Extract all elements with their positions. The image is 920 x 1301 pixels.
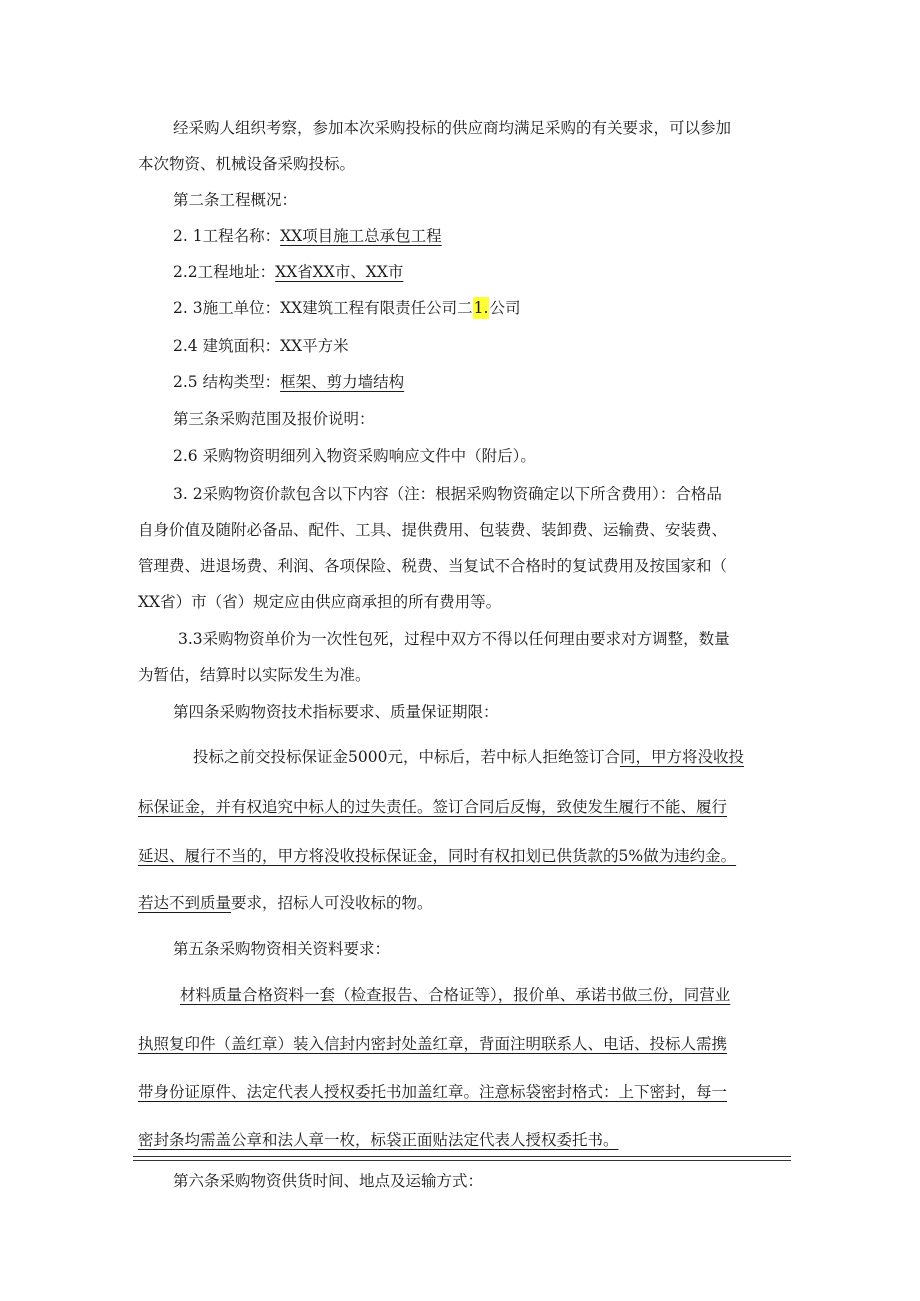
item-text: 公司: [489, 299, 521, 317]
list-item: [173, 226, 442, 246]
paragraph-line: 密封条均需盖公章和法人章一枚，标袋正面贴法定代表人授权委托书。: [138, 1131, 619, 1149]
item-value: 框架、剪力墙结构: [280, 373, 405, 391]
paragraph-line: 材料质量合格资料一套（检查报告、合格证等），报价单、承诺书做三份，同营业: [180, 986, 731, 1004]
paragraph-line: [193, 747, 744, 767]
paragraph-line: 延迟、履行不当的，甲方将没收投标保证金，同时有权扣划已供货款的5%做为违约金。: [138, 847, 737, 865]
paragraph-line: 经采购人组织考察，参加本次采购投标的供应商均满足采购的有关要求，可以参加: [173, 119, 732, 137]
list-item: [173, 262, 403, 282]
divider-line: [133, 1160, 791, 1161]
paragraph-line: 本次物资、机械设备采购投标。: [138, 155, 356, 173]
divider-line: [133, 1156, 791, 1157]
item-label: 2.5 结构类型：: [173, 373, 281, 391]
line-text: 投标之前交投标保证金5000元，中标后，若中标人拒绝签订合: [193, 748, 620, 766]
article-heading: 第二条工程概况：: [173, 191, 298, 209]
list-item: [173, 298, 520, 318]
article-heading: 第四条采购物资技术指标要求、质量保证期限：: [173, 703, 499, 721]
paragraph-line: 为暂估，结算时以实际发生为准。: [138, 666, 371, 684]
paragraph-line: 执照复印件（盖红章）装入信封内密封处盖红章，背面注明联系人、电话、投标人需携: [138, 1035, 728, 1053]
list-item: 2.4 建筑面积：XX平方米: [173, 337, 349, 355]
article-heading: 第三条采购范围及报价说明：: [173, 410, 375, 428]
item-text: 2. 3施工单位：XX建筑工程有限责任公司二: [173, 299, 473, 317]
list-item: 2.6 采购物资明细列入物资采购响应文件中（附后）。: [173, 447, 536, 465]
line-text: 要求，招标人可没收标的物。: [231, 894, 433, 912]
highlighted-text: 1.: [473, 299, 489, 317]
paragraph-line: [138, 893, 433, 913]
paragraph-line: XX省）市（省）规定应由供应商承担的所有费用等。: [138, 593, 502, 611]
paragraph-line: 带身份证原件、法定代表人授权委托书加盖红章。注意标袋密封格式：上下密封，每一: [138, 1083, 728, 1101]
paragraph-line: 3.3采购物资单价为一次性包死，过程中双方不得以任何理由要求对方调整，数量: [178, 630, 730, 648]
list-item: [173, 372, 404, 392]
item-value: XX省XX市、XX市: [275, 263, 404, 281]
article-heading: 第五条采购物资相关资料要求：: [173, 940, 391, 958]
item-label: 2. 1工程名称：: [173, 227, 281, 245]
item-label: 2.2工程地址：: [173, 263, 276, 281]
paragraph-line: 标保证金，并有权追究中标人的过失责任。签订合同后反悔，致使发生履行不能、履行: [138, 798, 728, 816]
underlined-text: 若达不到质量: [138, 894, 232, 912]
paragraph-line: 自身价值及随附必备品、配件、工具、提供费用、包装费、装卸费、运输费、安装费、: [138, 521, 728, 539]
paragraph-line: 管理费、进退场费、利润、各项保险、税费、当复试不合格时的复试费用及按国家和（: [138, 557, 728, 575]
article-heading: 第六条采购物资供货时间、地点及运输方式：: [173, 1172, 484, 1190]
underlined-text: 同，甲方将没收投: [619, 748, 744, 766]
item-value: XX项目施工总承包工程: [280, 227, 442, 245]
paragraph-line: 3. 2采购物资价款包含以下内容（注：根据采购物资确定以下所含费用）：合格品: [173, 485, 722, 503]
